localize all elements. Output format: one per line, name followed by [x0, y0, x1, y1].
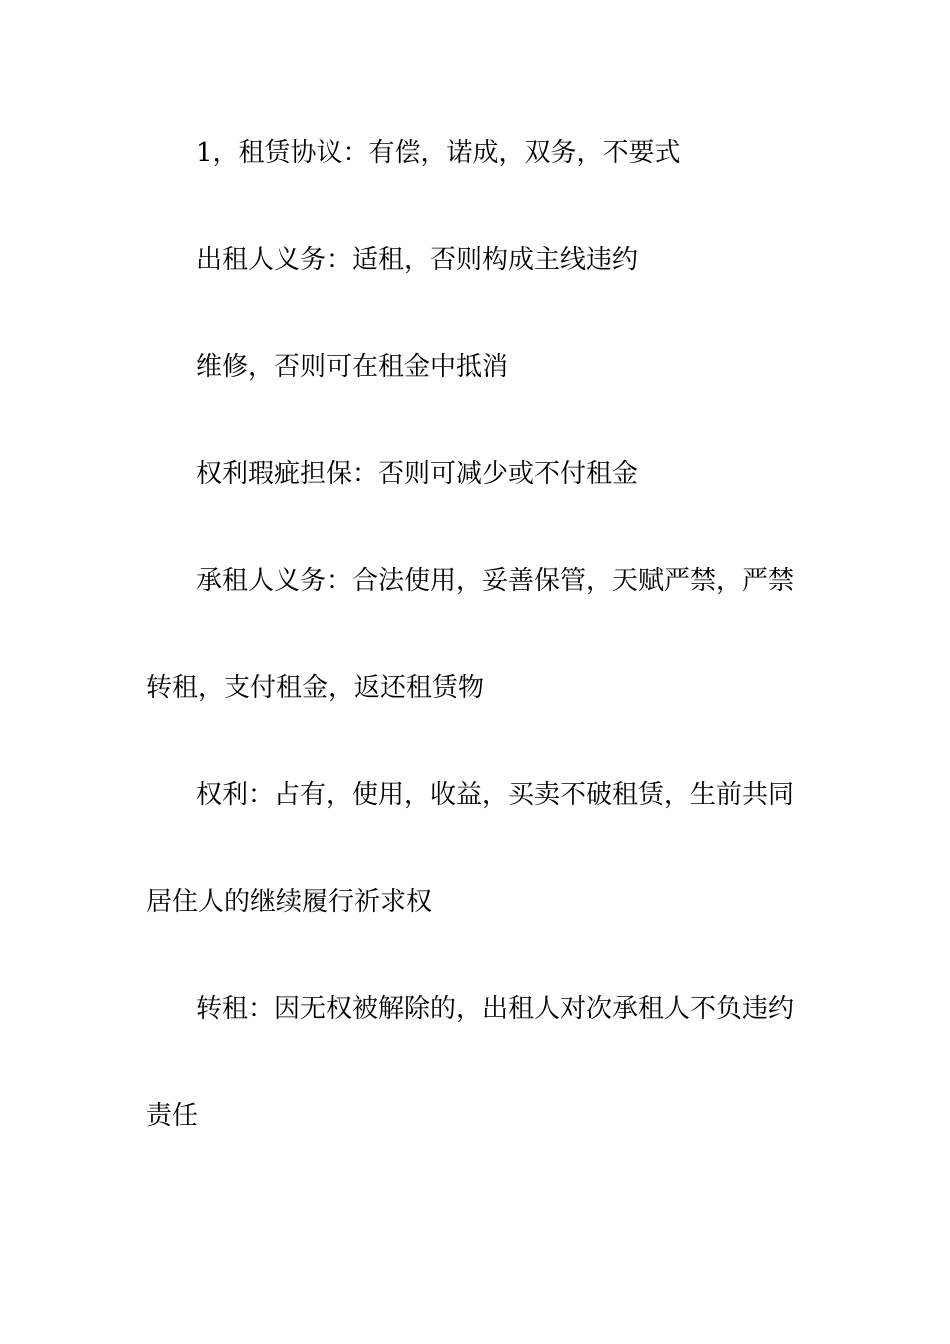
text-line-6: 转租，支付租金，返还租赁物 — [146, 673, 485, 703]
text-line-9: 转租：因无权被解除的，出租人对次承租人不负违约 — [196, 994, 795, 1024]
text-line-1: 1，租赁协议：有偿，诺成，双务，不要式 — [196, 138, 681, 168]
text-line-7: 权利：占有，使用，收益，买卖不破租赁，生前共同 — [196, 780, 795, 810]
text-line-4: 权利瑕疵担保：否则可减少或不付租金 — [196, 459, 639, 489]
text-line-5: 承租人义务：合法使用，妥善保管，天赋严禁，严禁 — [196, 566, 795, 596]
text-line-3: 维修，否则可在租金中抵消 — [196, 352, 509, 382]
text-line-2: 出租人义务：适租，否则构成主线违约 — [196, 245, 639, 275]
text-line-10: 责任 — [146, 1101, 199, 1131]
text-line-8: 居住人的继续履行祈求权 — [146, 887, 433, 917]
